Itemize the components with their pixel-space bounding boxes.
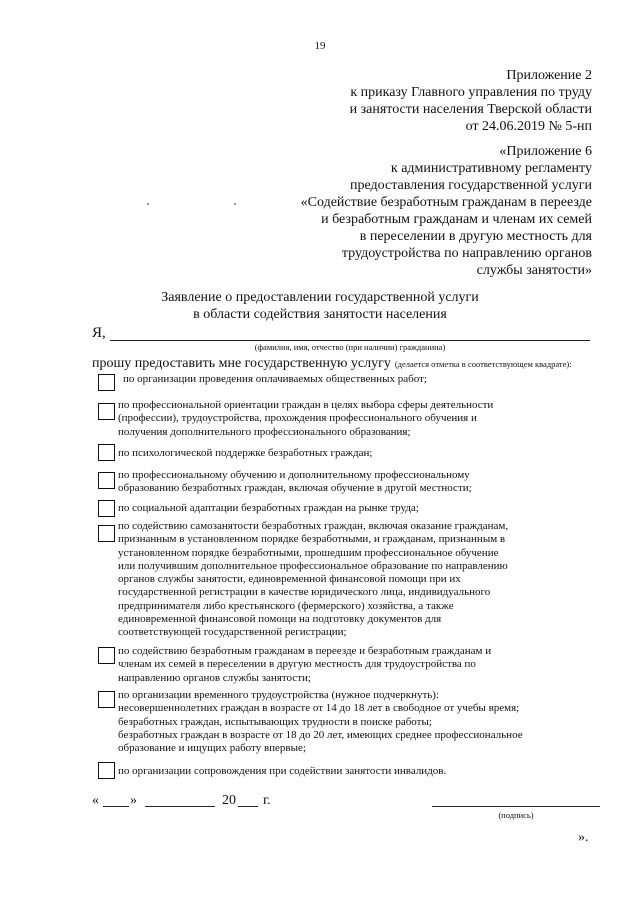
date-month-field[interactable]: [145, 806, 215, 807]
item-line: по организации сопровождения при содействии занятости инвалидов.: [118, 765, 447, 777]
applicant-caption: (фамилия, имя, отчество (при наличии) гражданина): [254, 342, 446, 352]
appendix-6-line: и безработным гражданам и членам их семей: [321, 212, 592, 227]
appendix-2-line: и занятости населения Тверской области: [349, 102, 592, 117]
item-line: членам их семей в переселении в другую местность для трудоустройства по: [118, 658, 476, 671]
date-quote-open: «: [92, 793, 99, 808]
appendix-6-line: предоставления государственной услуги: [350, 178, 592, 193]
checkbox-temporary-employment[interactable]: [98, 691, 115, 708]
item-psychological-support: [118, 447, 372, 460]
item-line: безработных граждан в возрасте от 18 до 20 лет, имеющих среднее профессиональное: [118, 728, 523, 741]
date-year-suffix: г.: [263, 793, 271, 808]
item-line: органов службы занятости, единовременной финансовой помощи при их: [118, 573, 461, 586]
scan-speck: [234, 203, 236, 205]
scan-speck: [147, 203, 149, 205]
item-line: получения дополнительного профессионального образования;: [118, 425, 411, 438]
item-line: по профессиональной ориентации граждан в целях выбора сферы деятельности: [118, 399, 494, 411]
appendix-2-header: [350, 67, 592, 135]
item-career-guidance: [118, 399, 493, 439]
item-line: по социальной адаптации безработных граждан на рынке труда;: [118, 502, 419, 514]
item-line: признанным в установленном порядке безработными, и гражданам, признанным в: [118, 533, 506, 546]
request-text: прошу предоставить мне государственную услугу: [92, 356, 391, 371]
item-self-employment: [118, 520, 508, 640]
item-line: или получившим дополнительное профессиональное образование по направлению: [118, 559, 508, 572]
signature-field[interactable]: [432, 806, 600, 807]
checkbox-relocation-assistance[interactable]: [98, 647, 115, 664]
checkbox-self-employment[interactable]: [98, 525, 115, 542]
checkbox-paid-public-works[interactable]: [98, 374, 115, 391]
applicant-prefix: Я,: [92, 325, 106, 341]
item-line: несовершеннолетних граждан в возрасте от 14 до 18 лет в свободное от учебы время;: [118, 702, 520, 715]
item-line: предпринимателя либо крестьянского (фермерского) хозяйства, а также: [118, 599, 454, 612]
closing-quote: ».: [578, 830, 589, 845]
item-line: направлению органов службы занятости;: [118, 671, 311, 684]
appendix-2-line: Приложение 2: [506, 68, 592, 83]
item-line: по содействию безработным гражданам в переезде и безработным гражданам и: [118, 645, 492, 657]
item-line: по содействию самозанятости безработных граждан, включая оказание гражданам,: [118, 520, 509, 532]
item-line: образование и ищущих работу впервые;: [118, 742, 306, 755]
item-social-adaptation: [118, 502, 419, 515]
item-paid-public-works: [123, 373, 427, 386]
appendix-6-line: «Приложение 6: [499, 144, 592, 159]
item-line: безработных граждан, испытывающих трудности в поиске работы;: [118, 715, 432, 728]
signature-caption: (подпись): [498, 810, 534, 820]
item-line: образованию безработных граждан, включая обучение в другой местности;: [118, 482, 472, 495]
appendix-2-line: от 24.06.2019 № 5-нп: [465, 119, 592, 134]
date-year-prefix: 20: [222, 793, 236, 808]
title-line: в области содействия занятости населения: [193, 307, 447, 322]
date-day-field[interactable]: [103, 806, 129, 807]
item-line: соответствующей государственной регистрации;: [118, 626, 347, 639]
item-line: по организации проведения оплачиваемых общественных работ;: [123, 373, 427, 385]
item-professional-training: [118, 469, 472, 496]
item-line: по психологической поддержке безработных граждан;: [118, 447, 373, 459]
page-number: 19: [314, 40, 326, 52]
document-title: [0, 289, 640, 323]
item-line: единовременной финансовой помощи на подготовку документов для: [118, 613, 442, 626]
applicant-name-field[interactable]: [110, 340, 590, 341]
checkbox-professional-training[interactable]: [98, 472, 115, 489]
item-line: по профессиональному обучению и дополнительному профессиональному: [118, 469, 470, 481]
item-disabled-support: [118, 765, 446, 778]
checkbox-career-guidance[interactable]: [98, 403, 115, 420]
item-temporary-employment: [118, 689, 523, 755]
appendix-6-line: к административному регламенту: [390, 161, 592, 176]
request-note: (делается отметка в соответствующем квадрате):: [394, 359, 572, 369]
appendix-2-line: к приказу Главного управления по труду: [350, 85, 592, 100]
request-line: [92, 354, 572, 372]
date-quote-close: »: [130, 793, 137, 808]
title-line: Заявление о предоставлении государственной услуги: [161, 290, 479, 305]
appendix-6-line: в переселении в другую местность для: [359, 229, 592, 244]
item-line: (профессии), трудоустройства, прохождения профессионального обучения и: [118, 412, 477, 425]
checkbox-social-adaptation[interactable]: [98, 500, 115, 517]
appendix-6-line: службы занятости»: [476, 263, 592, 278]
item-relocation-assistance: [118, 645, 491, 685]
item-line: установленном порядке безработными, прошедшим профессиональное обучение: [118, 546, 499, 559]
checkbox-psychological-support[interactable]: [98, 444, 115, 461]
checkbox-disabled-support[interactable]: [98, 762, 115, 779]
item-line: по организации временного трудоустройства (нужное подчеркнуть):: [118, 689, 439, 701]
item-line: государственной регистрации в качестве юридического лица, индивидуального: [118, 586, 491, 599]
date-year-field[interactable]: [238, 806, 258, 807]
appendix-6-header: [301, 143, 592, 279]
appendix-6-line: «Содействие безработным гражданам в переезде: [300, 195, 592, 210]
appendix-6-line: трудоустройства по направлению органов: [341, 246, 592, 261]
